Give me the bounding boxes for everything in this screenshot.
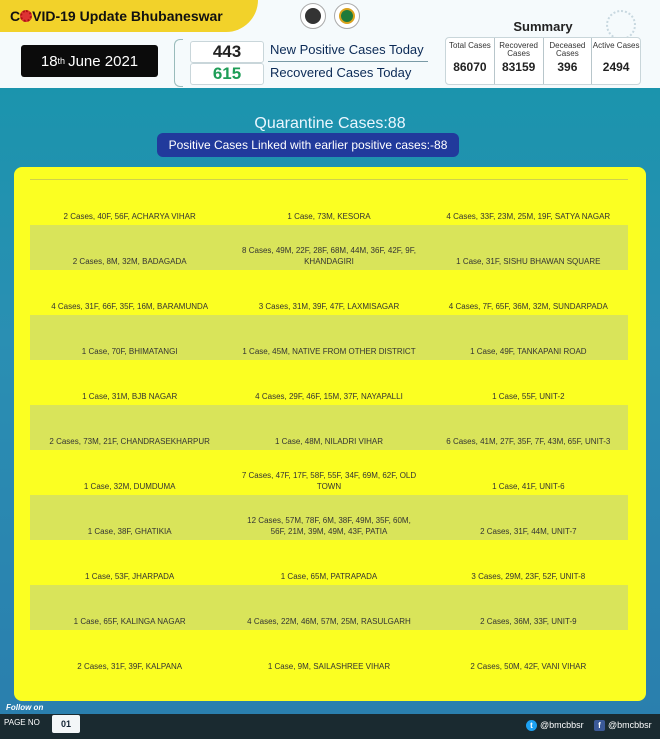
summary-label: Active Cases <box>592 41 640 50</box>
case-cell: 4 Cases, 22M, 46M, 57M, 25M, RASULGARH <box>247 617 411 626</box>
facebook-link[interactable] <box>594 717 652 733</box>
case-cell: 2 Cases, 31F, 39F, KALPANA <box>77 662 183 671</box>
case-cell: 1 Case, 9M, SAILASHREE VIHAR <box>267 662 391 671</box>
summary-active <box>592 38 640 84</box>
date-day: 18 <box>40 52 58 70</box>
case-cell: 2 Cases, 50M, 42F, VANI VIHAR <box>470 662 587 671</box>
case-cell: 1 Case, 48M, NILADRI VIHAR <box>274 437 384 446</box>
linked-cases-pill: Positive Cases Linked with earlier positive cases:-88 <box>157 133 459 157</box>
facebook-icon: f <box>594 720 605 731</box>
virus-decoration-icon <box>606 10 636 40</box>
header <box>0 0 660 88</box>
table-row <box>30 495 628 540</box>
odisha-emblem-logo <box>300 3 326 29</box>
twitter-icon: t <box>526 720 537 731</box>
page-title <box>10 8 223 24</box>
date-suffix: th <box>57 56 66 66</box>
case-cell: 7 Cases, 47F, 17F, 58F, 55F, 34F, 69M, 62F, OLD TOWN <box>241 471 417 491</box>
summary-deceased <box>544 38 593 84</box>
new-positive-label: New Positive Cases Today <box>270 42 424 57</box>
summary-box <box>445 37 641 85</box>
table-row <box>30 540 628 585</box>
case-cell: 4 Cases, 29F, 46F, 15M, 37F, NAYAPALLI <box>255 392 403 401</box>
table-row <box>30 585 628 630</box>
summary-value: 83159 <box>501 60 536 74</box>
date-badge <box>21 45 158 77</box>
table-row <box>30 180 628 225</box>
new-positive-count: 443 <box>190 41 264 63</box>
case-cell: 1 Case, 65M, PATRAPADA <box>280 572 378 581</box>
summary-total <box>446 38 495 84</box>
virus-icon <box>20 10 32 22</box>
case-cell: 1 Case, 70F, BHIMATANGI <box>81 347 178 356</box>
case-cell: 12 Cases, 57M, 78F, 6M, 38F, 49M, 35F, 60M, 56F, 21M, 39M, 49M, 43F, PATIA <box>247 516 411 536</box>
summary-value: 396 <box>557 60 578 74</box>
case-cell: 8 Cases, 49M, 22F, 28F, 68M, 44M, 36F, 42F, 9F, KHANDAGIRI <box>242 246 416 266</box>
case-cell: 1 Case, 32M, DUMDUMA <box>83 482 176 491</box>
title-text: VID-19 Update Bhubaneswar <box>32 8 223 24</box>
summary-recovered <box>495 38 544 84</box>
count-divider <box>268 61 428 62</box>
summary-label: Deceased Cases <box>549 41 586 58</box>
table-row <box>30 315 628 360</box>
table-row <box>30 630 628 675</box>
case-cell: 1 Case, 55F, UNIT-2 <box>492 392 565 401</box>
follow-on-label: Follow on <box>6 703 44 712</box>
case-cell: 1 Case, 41F, UNIT-6 <box>492 482 565 491</box>
table-row <box>30 450 628 495</box>
date-rest: June 2021 <box>68 52 139 70</box>
summary-value: 86070 <box>453 60 487 74</box>
case-cell: 3 Cases, 29M, 23F, 52F, UNIT-8 <box>471 572 586 581</box>
table-row <box>30 360 628 405</box>
case-cell: 4 Cases, 7F, 65F, 36M, 32M, SUNDARPADA <box>448 302 608 311</box>
case-cell: 2 Cases, 73M, 21F, CHANDRASEKHARPUR <box>49 437 210 446</box>
table-row <box>30 270 628 315</box>
case-cell: 1 Case, 49F, TANKAPANI ROAD <box>470 347 587 356</box>
case-cell: 2 Cases, 40F, 56F, ACHARYA VIHAR <box>63 212 196 221</box>
summary-label: Total Cases <box>448 41 491 50</box>
title-prefix: C <box>10 8 21 24</box>
case-cell: 4 Cases, 31F, 66F, 35F, 16M, BARAMUNDA <box>51 302 209 311</box>
summary-value: 2494 <box>602 60 630 74</box>
recovered-count: 615 <box>190 63 264 85</box>
case-cell: 1 Case, 53F, JHARPADA <box>85 572 175 581</box>
case-cell: 1 Case, 31M, BJB NAGAR <box>82 392 178 401</box>
page-label: PAGE NO <box>4 718 40 727</box>
case-cell: 2 Cases, 36M, 33F, UNIT-9 <box>480 617 577 626</box>
case-cell: 1 Case, 38F, GHATIKIA <box>87 527 172 536</box>
page-number: 01 <box>52 715 80 733</box>
case-cell: 6 Cases, 41M, 27F, 35F, 7F, 43M, 65F, UNIT-3 <box>446 437 611 446</box>
table-row <box>30 405 628 450</box>
title-bar <box>0 0 258 32</box>
recovered-label: Recovered Cases Today <box>270 65 412 80</box>
count-bracket <box>174 39 183 87</box>
case-cell: 1 Case, 45M, NATIVE FROM OTHER DISTRICT <box>242 347 416 356</box>
case-cell: 1 Case, 31F, SISHU BHAWAN SQUARE <box>456 257 601 266</box>
bmc-logo <box>334 3 360 29</box>
summary-title: Summary <box>513 19 573 34</box>
twitter-handle: @bmcbbsr <box>540 720 584 730</box>
table-row <box>30 225 628 270</box>
case-cell: 1 Case, 65F, KALINGA NAGAR <box>73 617 186 626</box>
case-cell: 2 Cases, 31F, 44M, UNIT-7 <box>480 527 577 536</box>
case-cell: 4 Cases, 33F, 23M, 25M, 19F, SATYA NAGAR <box>446 212 611 221</box>
case-cell: 2 Cases, 8M, 32M, BADAGADA <box>72 257 187 266</box>
case-cell: 3 Cases, 31M, 39F, 47F, LAXMISAGAR <box>258 302 400 311</box>
quarantine-title: Quarantine Cases:88 <box>254 115 406 132</box>
twitter-link[interactable] <box>526 717 584 733</box>
summary-label: Recovered Cases <box>499 41 538 58</box>
case-cell: 1 Case, 73M, KESORA <box>287 212 371 221</box>
facebook-handle: @bmcbbsr <box>608 720 652 730</box>
